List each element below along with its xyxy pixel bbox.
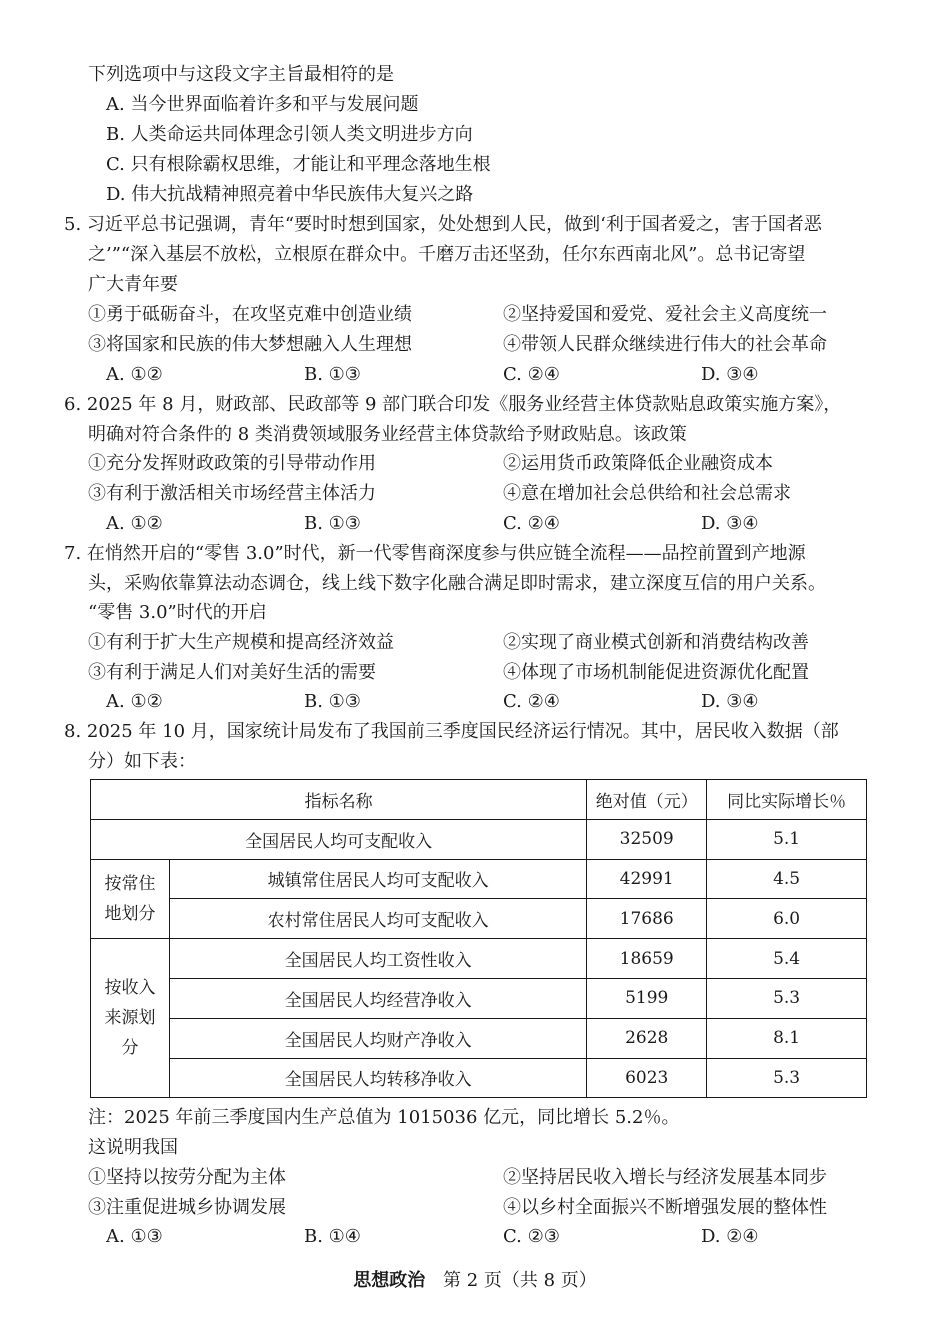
table-cell-growth: 8.1 (707, 1018, 867, 1058)
q7-choice-d[interactable]: D. ③④ (701, 691, 759, 712)
q8-item-4: ④以乡村全面振兴不断增强发展的整体性 (503, 1197, 827, 1218)
table-cell-name: 农村常住居民人均可支配收入 (169, 899, 586, 939)
group-label-line: 按常住 (104, 873, 156, 894)
q7-item-2: ②实现了商业模式创新和消费结构改善 (503, 632, 809, 653)
table-row (91, 899, 867, 939)
table-cell-growth: 5.3 (707, 978, 867, 1018)
table-cell-growth: 5.3 (707, 1058, 867, 1098)
table-cell-name: 全国居民人均转移净收入 (169, 1058, 586, 1098)
intro-option-a[interactable]: A. 当今世界面临着许多和平与发展问题 (106, 94, 419, 115)
table-cell-value: 42991 (587, 859, 707, 899)
q8-item-1: ①坚持以按劳分配为主体 (88, 1167, 286, 1188)
q5-choice-d[interactable]: D. ③④ (701, 364, 759, 385)
q6-item-2: ②运用货币政策降低企业融资成本 (503, 453, 773, 474)
intro-option-c[interactable]: C. 只有根除霸权思维，才能让和平理念落地生根 (106, 154, 491, 175)
group-label-line: 地划分 (104, 903, 156, 924)
intro-option-b[interactable]: B. 人类命运共同体理念引领人类文明进步方向 (106, 124, 473, 145)
table-row (91, 978, 867, 1018)
q5-item-1: ①勇于砥砺奋斗，在攻坚克难中创造业绩 (88, 304, 412, 325)
table-cell-value: 2628 (587, 1018, 707, 1058)
table-cell-name: 全国居民人均工资性收入 (169, 939, 586, 979)
q8-note: 注：2025 年前三季度国内生产总值为 1015036 亿元，同比增长 5.2％。 (88, 1107, 680, 1128)
table-header-row (91, 780, 867, 820)
q7-item-4: ④体现了市场机制能促进资源优化配置 (503, 662, 809, 683)
q7-choice-c[interactable]: C. ②④ (503, 691, 560, 712)
q6-stem-line-1: 6. 2025 年 8 月，财政部、民政部等 9 部门联合印发《服务业经营主体贷款贴息政策实施方案》， (64, 394, 842, 415)
q6-item-1: ①充分发挥财政政策的引导带动作用 (88, 453, 376, 474)
table-cell-value: 32509 (587, 819, 707, 859)
q8-choice-c[interactable]: C. ②③ (503, 1226, 560, 1247)
q7-choice-b[interactable]: B. ①③ (304, 691, 361, 712)
q5-choice-a[interactable]: A. ①② (106, 364, 163, 385)
q8-stem: 这说明我国 (88, 1137, 178, 1158)
group-label-residence (91, 859, 170, 939)
q8-stem-line-2: 分）如下表： (88, 751, 196, 772)
footer-page-number: 第 2 页（共 8 页） (442, 1270, 597, 1291)
table-row (91, 859, 867, 899)
intro-stem: 下列选项中与这段文字主旨最相符的是 (88, 64, 394, 85)
q7-choice-a[interactable]: A. ①② (106, 691, 163, 712)
table-row (91, 939, 867, 979)
table-row (91, 1018, 867, 1058)
table-cell-value: 5199 (587, 978, 707, 1018)
table-row (91, 819, 867, 859)
q5-stem-line-1: 5. 习近平总书记强调，青年“要时时想到国家，处处想到人民，做到‘利于国者爱之，害于国者恶 (64, 214, 822, 235)
q6-item-4: ④意在增加社会总供给和社会总需求 (503, 483, 791, 504)
page-footer (0, 1266, 950, 1292)
q6-choice-c[interactable]: C. ②④ (503, 513, 560, 534)
q7-stem-line-3: “零售 3.0”时代的开启 (88, 602, 267, 623)
q5-stem-line-2: 之’”“深入基层不放松，立根原在群众中。千磨万击还坚劲，任尔东西南北风”。总书记寄望 (88, 244, 806, 265)
q7-item-3: ③有利于满足人们对美好生活的需要 (88, 662, 376, 683)
q7-stem-line-1: 7. 在悄然开启的“零售 3.0”时代，新一代零售商深度参与供应链全流程——品控前置到产地源 (64, 543, 806, 564)
table-cell-growth: 5.4 (707, 939, 867, 979)
q6-choice-b[interactable]: B. ①③ (304, 513, 361, 534)
table-cell-value: 17686 (587, 899, 707, 939)
table-header-growth: 同比实际增长％ (707, 780, 867, 820)
group-label-source (91, 939, 170, 1098)
table-header-name: 指标名称 (91, 780, 587, 820)
q6-choice-d[interactable]: D. ③④ (701, 513, 759, 534)
income-table (90, 779, 867, 1098)
q7-item-1: ①有利于扩大生产规模和提高经济效益 (88, 632, 394, 653)
q8-item-2: ②坚持居民收入增长与经济发展基本同步 (503, 1167, 827, 1188)
intro-option-d[interactable]: D. 伟大抗战精神照亮着中华民族伟大复兴之路 (106, 184, 474, 205)
q8-item-3: ③注重促进城乡协调发展 (88, 1197, 286, 1218)
table-row (91, 1058, 867, 1098)
footer-subject: 思想政治 (353, 1270, 426, 1291)
table-cell-growth: 6.0 (707, 899, 867, 939)
table-cell-name: 全国居民人均财产净收入 (169, 1018, 586, 1058)
table-cell-value: 6023 (587, 1058, 707, 1098)
table-cell-value: 18659 (587, 939, 707, 979)
table-cell-name: 全国居民人均经营净收入 (169, 978, 586, 1018)
group-label-line: 来源划 (104, 1008, 156, 1029)
q5-item-2: ②坚持爱国和爱党、爱社会主义高度统一 (503, 304, 827, 325)
q5-item-4: ④带领人民群众继续进行伟大的社会革命 (503, 334, 827, 355)
q8-choice-a[interactable]: A. ①③ (106, 1226, 163, 1247)
q8-choice-d[interactable]: D. ②④ (701, 1226, 759, 1247)
q6-choice-a[interactable]: A. ①② (106, 513, 163, 534)
q8-choice-b[interactable]: B. ①④ (304, 1226, 361, 1247)
table-cell-name: 城镇常住居民人均可支配收入 (169, 859, 586, 899)
q6-stem-line-2: 明确对符合条件的 8 类消费领域服务业经营主体贷款给予财政贴息。该政策 (88, 424, 687, 445)
q5-choice-b[interactable]: B. ①③ (304, 364, 361, 385)
q5-item-3: ③将国家和民族的伟大梦想融入人生理想 (88, 334, 412, 355)
q5-choice-c[interactable]: C. ②④ (503, 364, 560, 385)
table-cell-name: 全国居民人均可支配收入 (91, 819, 587, 859)
table-header-value: 绝对值（元） (587, 780, 707, 820)
q8-stem-line-1: 8. 2025 年 10 月，国家统计局发布了我国前三季度国民经济运行情况。其中，居民收入数据（部 (64, 721, 839, 742)
q7-stem-line-2: 头，采购依靠算法动态调仓，线上线下数字化融合满足即时需求，建立深度互信的用户关系。 (88, 573, 826, 594)
group-label-line: 分 (121, 1038, 139, 1059)
table-cell-growth: 4.5 (707, 859, 867, 899)
q5-stem-line-3: 广大青年要 (88, 274, 178, 295)
table-cell-growth: 5.1 (707, 819, 867, 859)
group-label-line: 按收入 (104, 978, 156, 999)
q6-item-3: ③有利于激活相关市场经营主体活力 (88, 483, 376, 504)
